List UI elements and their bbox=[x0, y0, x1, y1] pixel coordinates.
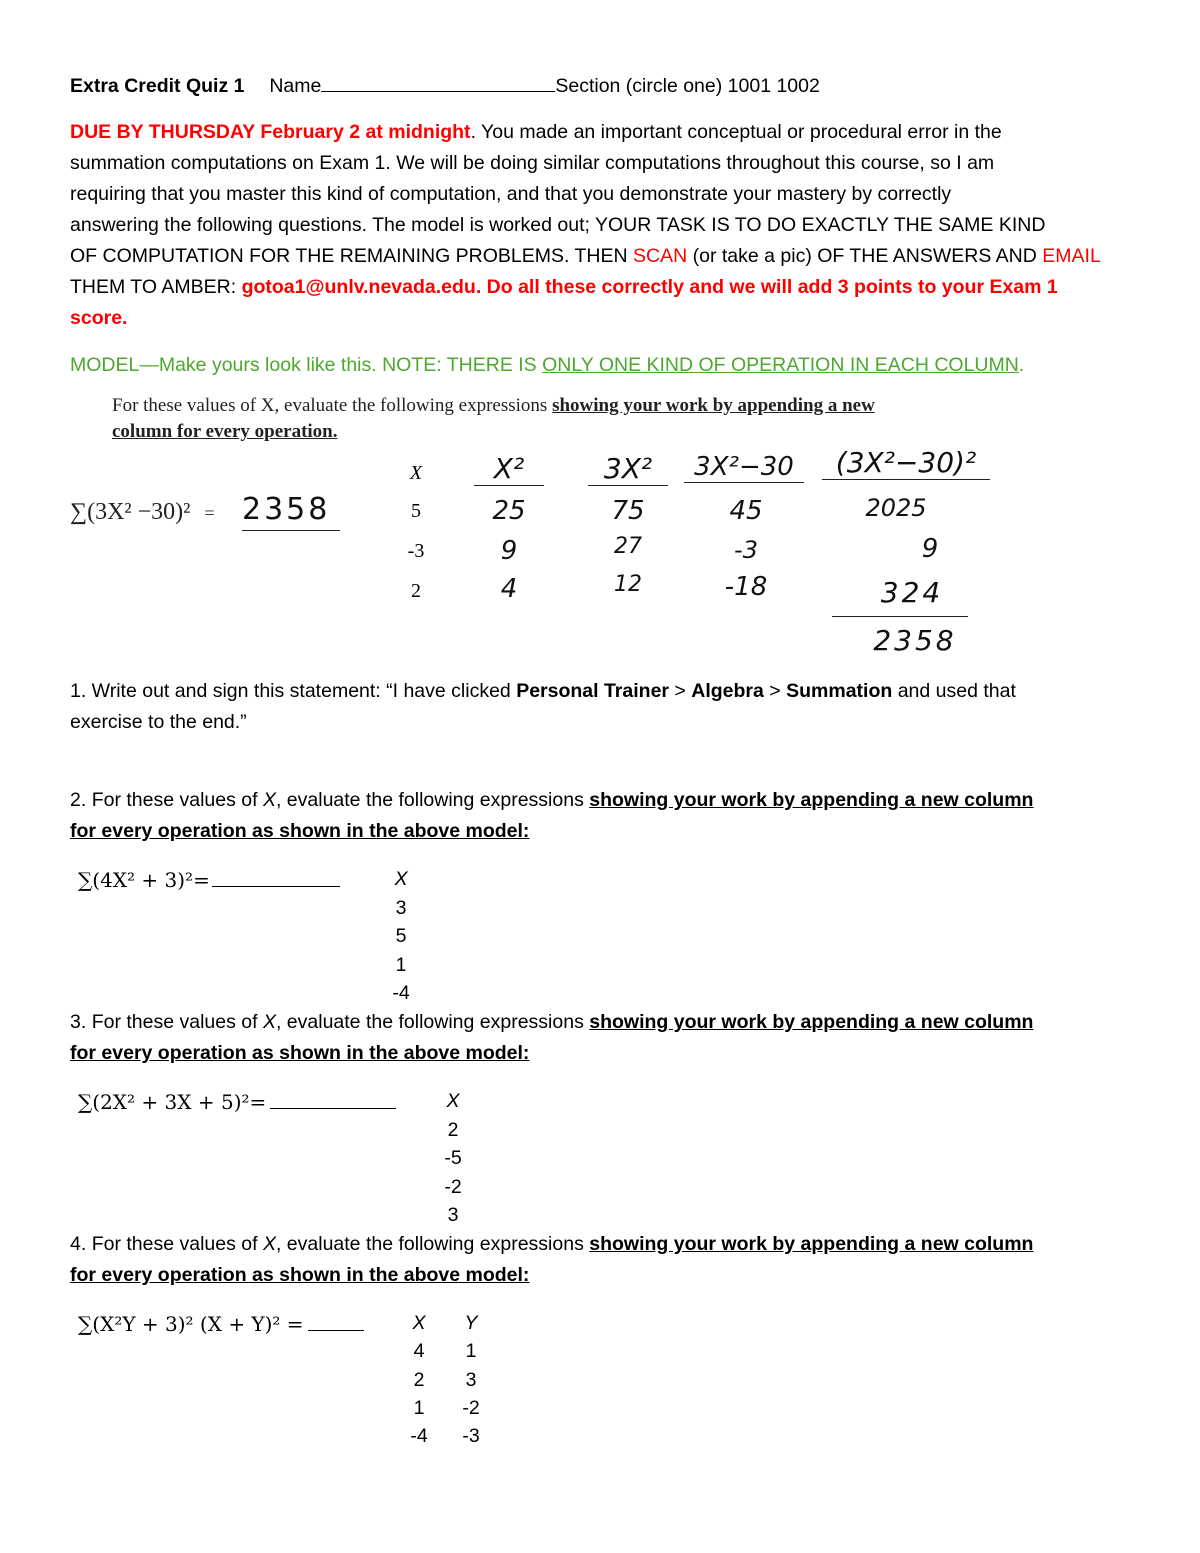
model-instructions-2: column for every operation. bbox=[112, 421, 338, 442]
quiz-title: Extra Credit Quiz 1 bbox=[70, 75, 245, 97]
q1-personal-trainer: Personal Trainer bbox=[516, 680, 670, 702]
intro-line-4: answering the following questions. The model is worked out; YOUR TASK IS TO DO EXACTLY THE SAME KIND bbox=[70, 214, 1046, 236]
model-header-3x2: 3X² bbox=[588, 452, 668, 486]
email-word: EMAIL bbox=[1042, 245, 1101, 267]
section-label: Section (circle one) 1001 1002 bbox=[555, 75, 820, 97]
q2-x-value: 3 bbox=[395, 897, 407, 919]
model-x2-value: 4 bbox=[500, 574, 518, 604]
model-label: MODEL—Make yours look like this. NOTE: THERE IS ONLY ONE KIND OF OPERATION IN EACH COLUMN. bbox=[70, 354, 1025, 376]
q4-expression: ∑(X²Y + 3)² (X + Y)² = bbox=[78, 1310, 364, 1336]
q4-y-value: -3 bbox=[462, 1425, 480, 1447]
model-x2-value: 9 bbox=[500, 536, 518, 566]
q4-x-value: 1 bbox=[413, 1397, 425, 1419]
q4-x-value: 4 bbox=[413, 1340, 425, 1362]
q4-prompt-2: for every operation as shown in the above model: bbox=[70, 1264, 530, 1286]
model-minus30-value: -3 bbox=[734, 536, 758, 564]
model-instructions: For these values of X, evaluate the following expressions showing your work by appending a new bbox=[112, 395, 875, 416]
q3-x-value: 3 bbox=[447, 1204, 459, 1226]
q2-x-value: 5 bbox=[395, 925, 407, 947]
q3-x-value: 2 bbox=[447, 1119, 459, 1141]
model-x-value: 2 bbox=[411, 580, 421, 602]
q2-prompt: 2. For these values of X, evaluate the following expressions showing your work by appending a new column bbox=[70, 789, 1034, 811]
q3-prompt-2: for every operation as shown in the above model: bbox=[70, 1042, 530, 1064]
model-total: 2358 bbox=[873, 624, 957, 657]
model-squared-value: 324 bbox=[880, 576, 944, 609]
q3-answer-blank[interactable] bbox=[270, 1088, 396, 1109]
model-minus30-value: -18 bbox=[724, 572, 768, 602]
q1-summation: Summation bbox=[786, 680, 893, 702]
q3-col-header: X bbox=[446, 1090, 460, 1112]
q4-col-header-x: X bbox=[412, 1312, 426, 1334]
q1-line-1: 1. Write out and sign this statement: “I have clicked Personal Trainer > Algebra > Summation and used that bbox=[70, 680, 1016, 702]
model-header-minus30: 3X²−30 bbox=[684, 452, 804, 483]
model-3x2-value: 75 bbox=[611, 496, 645, 526]
model-squared-value: 9 bbox=[921, 534, 939, 564]
q1-algebra: Algebra bbox=[691, 680, 764, 702]
model-3x2-value: 27 bbox=[614, 534, 642, 559]
name-blank[interactable] bbox=[321, 71, 555, 92]
name-label: Name bbox=[269, 75, 322, 97]
intro-line-6: THEM TO AMBER: gotoa1@unlv.nevada.edu. Do all these correctly and we will add 3 points to your Exam 1 bbox=[70, 276, 1058, 298]
model-x-value: 5 bbox=[411, 500, 421, 522]
email-address-link[interactable]: gotoa1@unlv.nevada.edu bbox=[241, 276, 476, 298]
q4-x-value: -4 bbox=[410, 1425, 428, 1447]
q1-line-2: exercise to the end.” bbox=[70, 711, 247, 733]
q2-col-header: X bbox=[394, 868, 408, 890]
q4-col-header-y: Y bbox=[464, 1312, 478, 1334]
q3-prompt: 3. For these values of X, evaluate the following expressions showing your work by appending a new column bbox=[70, 1011, 1034, 1033]
q4-y-value: 1 bbox=[465, 1340, 477, 1362]
intro-line-5: OF COMPUTATION FOR THE REMAINING PROBLEMS. THEN SCAN (or take a pic) OF THE ANSWERS AND EMAIL bbox=[70, 245, 1101, 267]
q4-prompt: 4. For these values of X, evaluate the following expressions showing your work by appending a new column bbox=[70, 1233, 1034, 1255]
q2-expression: ∑(4X² + 3)²= bbox=[78, 866, 340, 892]
q3-expression: ∑(2X² + 3X + 5)²= bbox=[78, 1088, 396, 1114]
intro-line-1: DUE BY THURSDAY February 2 at midnight. You made an important conceptual or procedural error in the bbox=[70, 121, 1002, 143]
q2-x-value: 1 bbox=[395, 954, 407, 976]
q2-answer-blank[interactable] bbox=[212, 866, 340, 887]
q3-x-value: -2 bbox=[444, 1176, 462, 1198]
model-answer: 2358 bbox=[242, 492, 340, 531]
model-expression: ∑(3X² −30)² = bbox=[70, 499, 215, 525]
header bbox=[70, 71, 820, 102]
intro-line-2: summation computations on Exam 1. We will be doing similar computations throughout this course, so I am bbox=[70, 152, 995, 174]
model-total-rule bbox=[832, 616, 968, 617]
scan-word: SCAN bbox=[633, 245, 688, 267]
due-date: DUE BY THURSDAY February 2 at midnight bbox=[70, 121, 471, 143]
intro-line-3: requiring that you master this kind of computation, and that you demonstrate your mastery by correctly bbox=[70, 183, 952, 205]
model-header-squared: (3X²−30)² bbox=[822, 446, 990, 480]
model-x2-value: 25 bbox=[492, 496, 526, 526]
q4-y-value: -2 bbox=[462, 1397, 480, 1419]
model-minus30-value: 45 bbox=[729, 496, 763, 526]
model-header-x: X bbox=[409, 462, 423, 484]
model-3x2-value: 12 bbox=[614, 572, 642, 597]
intro-line-7: score. bbox=[70, 307, 128, 329]
model-header-x2: X² bbox=[474, 452, 544, 486]
q2-prompt-2: for every operation as shown in the above model: bbox=[70, 820, 530, 842]
model-squared-value: 2025 bbox=[865, 494, 927, 522]
q2-x-value: -4 bbox=[392, 982, 410, 1004]
q4-x-value: 2 bbox=[413, 1369, 425, 1391]
model-x-value: -3 bbox=[407, 540, 425, 562]
q4-y-value: 3 bbox=[465, 1369, 477, 1391]
q4-answer-blank[interactable] bbox=[308, 1310, 364, 1331]
q3-x-value: -5 bbox=[444, 1147, 462, 1169]
